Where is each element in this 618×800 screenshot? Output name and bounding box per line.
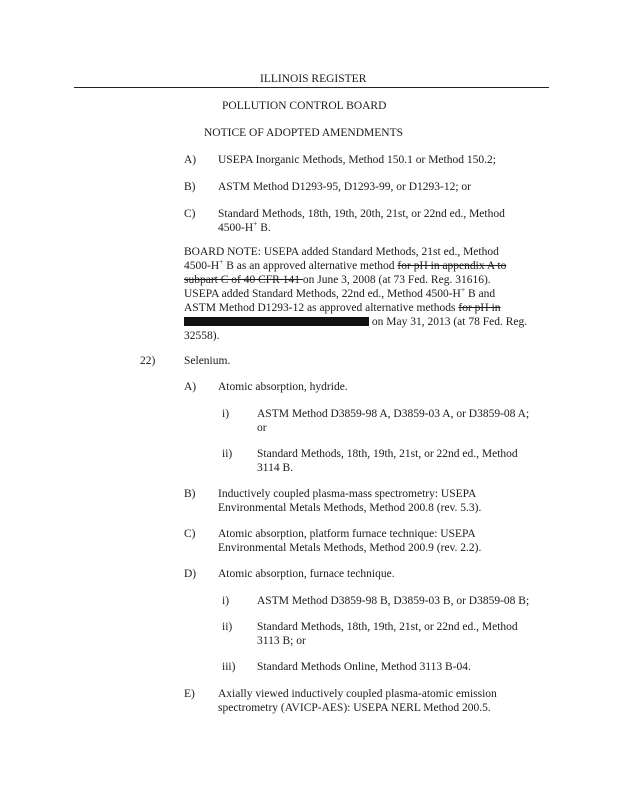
item-b-letter: B) <box>184 181 196 193</box>
section-title: Selenium. <box>184 355 231 367</box>
header-rule <box>74 87 549 88</box>
sel-a-i-line2: or <box>257 422 267 434</box>
sel-d-iii-num: iii) <box>222 661 236 673</box>
sel-a-i-num: i) <box>222 408 230 420</box>
sel-d-iii-text: Standard Methods Online, Method 3113 B-04. <box>257 661 471 673</box>
item-b-text: ASTM Method D1293-95, D1293-99, or D1293-12; or <box>218 181 471 193</box>
sel-c-line2: Environmental Metals Methods, Method 200.9 (rev. 2.2). <box>218 542 482 554</box>
sel-d-ii-line1: Standard Methods, 18th, 19th, 21st, or 22nd ed., Method <box>257 621 518 633</box>
sel-d-i-text: ASTM Method D3859-98 B, D3859-03 B, or D3859-08 B; <box>257 595 530 607</box>
sel-c-line1: Atomic absorption, platform furnace technique: USEPA <box>218 528 476 540</box>
sel-b-line1: Inductively coupled plasma-mass spectrometry: USEPA <box>218 488 477 500</box>
sel-c-letter: C) <box>184 528 196 540</box>
board-note-line7: 32558). <box>184 330 220 342</box>
sel-d-i-num: i) <box>222 595 230 607</box>
redaction-bar <box>184 317 369 326</box>
item-c-line1: Standard Methods, 18th, 19th, 20th, 21st, or 22nd ed., Method <box>218 208 505 220</box>
sel-e-line1: Axially viewed inductively coupled plasma-atomic emission <box>218 688 497 700</box>
sel-a-letter: A) <box>184 381 197 393</box>
board-title: POLLUTION CONTROL BOARD <box>222 100 387 112</box>
board-note-line5: ASTM Method D1293-12 as approved alternative methods for pH in <box>184 302 501 314</box>
board-note-line6: on May 31, 2013 (at 78 Fed. Reg. <box>184 313 527 332</box>
sel-a-text: Atomic absorption, hydride. <box>218 381 348 393</box>
item-a-text: USEPA Inorganic Methods, Method 150.1 or Method 150.2; <box>218 154 496 166</box>
board-note-line4: USEPA added Standard Methods, 22nd ed., Method 4500-H+ B and <box>184 285 496 300</box>
sel-a-i-line1: ASTM Method D3859-98 A, D3859-03 A, or D3859-08 A; <box>257 408 530 420</box>
sel-d-text: Atomic absorption, furnace technique. <box>218 568 395 580</box>
sel-e-letter: E) <box>184 688 195 700</box>
register-title: ILLINOIS REGISTER <box>260 73 367 85</box>
section-number: 22) <box>140 355 156 367</box>
board-note-line3: subpart C of 40 CFR 141 on June 3, 2008 (at 73 Fed. Reg. 31616). <box>184 274 491 286</box>
sel-b-letter: B) <box>184 488 196 500</box>
notice-title: NOTICE OF ADOPTED AMENDMENTS <box>204 127 404 139</box>
board-note-line2: 4500-H+ B as an approved alternative method for pH in appendix A to <box>184 257 507 272</box>
sel-a-ii-line1: Standard Methods, 18th, 19th, 21st, or 22nd ed., Method <box>257 448 518 460</box>
item-c-letter: C) <box>184 208 196 220</box>
sel-a-ii-line2: 3114 B. <box>257 462 293 474</box>
sel-b-line2: Environmental Metals Methods, Method 200.8 (rev. 5.3). <box>218 502 482 514</box>
sel-a-ii-num: ii) <box>222 448 233 460</box>
sel-d-letter: D) <box>184 568 197 580</box>
sel-e-line2: spectrometry (AVICP-AES): USEPA NERL Method 200.5. <box>218 702 491 714</box>
board-note-line1: BOARD NOTE: USEPA added Standard Methods, 21st ed., Method <box>184 246 499 258</box>
sel-d-ii-line2: 3113 B; or <box>257 635 306 647</box>
sel-d-ii-num: ii) <box>222 621 233 633</box>
item-a-letter: A) <box>184 154 197 166</box>
item-c-line2: 4500-H+ B. <box>218 219 271 234</box>
